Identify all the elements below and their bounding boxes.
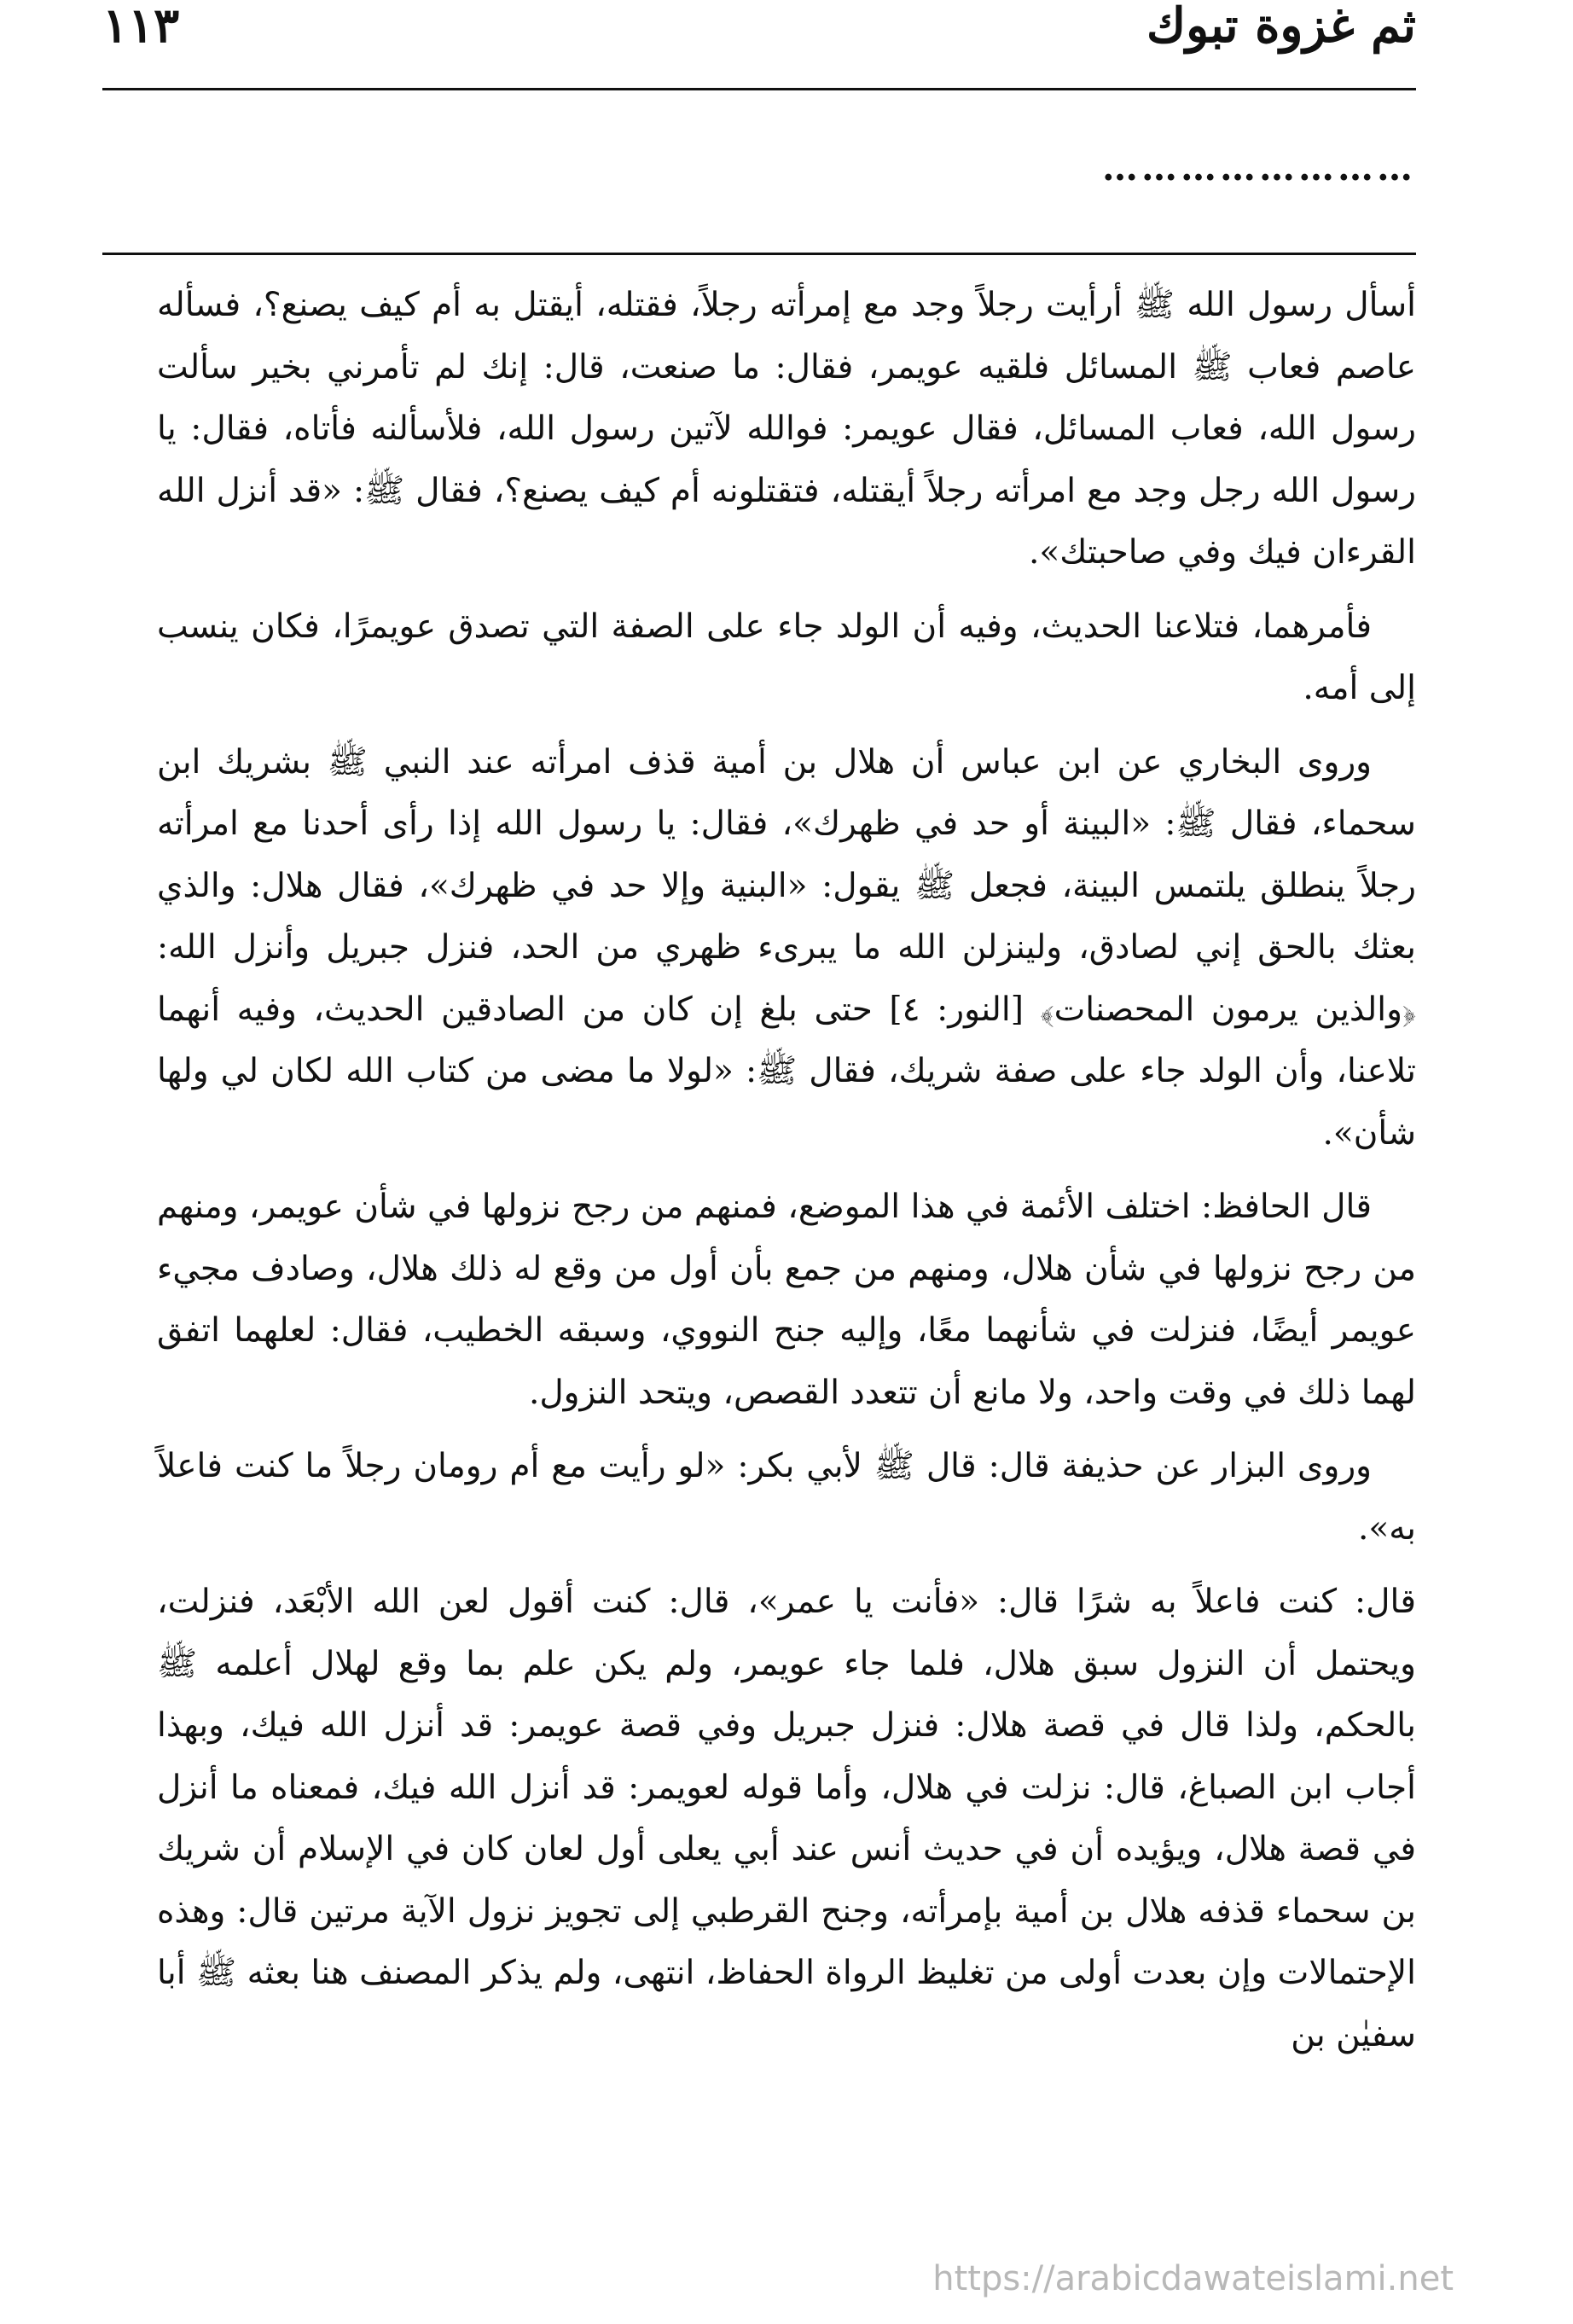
header-rule bbox=[102, 88, 1416, 90]
paragraph-3: وروى البخاري عن ابن عباس أن هلال بن أمية قذف امرأته عند النبي ﷺ بشريك ابن سحماء، فقال ﷺ: «البينة أو حد في ظهرك»، فقال: يا رسول الله إذا رأى أحدنا مع امرأته رجلاً ينطلق يلتمس البينة، فجعل ﷺ يقول: «البنية وإلا حد في ظهرك»، فقال هلال: والذي بعثك بالحق إني لصادق، ولينزلن الله ما يبرىء ظهري من الحد، فنزل جبريل وأنزل الله: ﴿والذين يرمون المحصنات﴾ [النور: ٤] حتى بلغ إن كان من الصادقين الحديث، وفيه أنهما تلاعنا، وأن الولد جاء على صفة شريك، فقال ﷺ: «لولا ما مضى من كتاب الله لكان لي ولها شأن». bbox=[157, 742, 1416, 1153]
paragraph-1: أسأل رسول الله ﷺ أرأيت رجلاً وجد مع إمرأته رجلاً، فقتله، أيقتل به أم كيف يصنع؟، فسأله عاصم فعاب ﷺ المسائل فلقيه عويمر، فقال: ما صنعت، قال: إنك لم تأمرني بخير سألت رسول الله، فعاب المسائل، فقال عويمر: فوالله لآتين رسول الله، فلأسألنه فأتاه، فقال: يا رسول الله رجل وجد مع امرأته رجلاً أيقتله، فتقتلونه أم كيف يصنع؟، فقال ﷺ: «قد أنزل الله القرءان فيك وفي صاحبتك». bbox=[157, 286, 1416, 572]
omission-dots: …………………… bbox=[1102, 147, 1416, 189]
watermark-url: https://arabicdawateislami.net bbox=[932, 2259, 1454, 2298]
section-rule bbox=[102, 253, 1416, 255]
paragraph-2: فأمرهما، فتلاعنا الحديث، وفيه أن الولد جاء على الصفة التي تصدق عويمرًا، فكان ينسب إلى أمه. bbox=[157, 607, 1416, 707]
body-text bbox=[157, 275, 1416, 2078]
paragraph-4: قال الحافظ: اختلف الأئمة في هذا الموضع، فمنهم من رجح نزولها في شأن عويمر، ومنهم من رجح نزولها في شأن هلال، ومنهم من جمع بأن أول من وقع له ذلك هلال، وصادف مجيء عويمر أيضًا، فنزلت في شأنهما معًا، وإليه جنح النووي، وسبقه الخطيب، فقال: لعلهما اتفق لهما ذلك في وقت واحد، ولا مانع أن تتعدد القصص، ويتحد النزول. bbox=[157, 1188, 1416, 1412]
running-header bbox=[102, 0, 1416, 68]
paragraph-6: قال: كنت فاعلاً به شرًا قال: «فأنت يا عمر»، قال: كنت أقول لعن الله الأبْعَد، فنزلت، ويحتمل أن النزول سبق هلال، فلما جاء عويمر، ولم يكن علم بما وقع لهلال أعلمه ﷺ بالحكم، ولذا قال في قصة هلال: فنزل جبريل وفي قصة عويمر: قد أنزل الله فيك، وبهذا أجاب ابن الصباغ، قال: نزلت في هلال، وأما قوله لعويمر: قد أنزل الله فيك، فمعناه ما أنزل في قصة هلال، ويؤيده أن في حديث أنس عند أبي يعلى أول لعان كان في الإسلام أن شريك بن سحماء قذفه هلال بن أمية بإمرأته، وجنح القرطبي إلى تجويز نزول الآية مرتين قال: وهذه الإحتمالات وإن بعدت أولى من تغليظ الرواة الحفاظ، انتهى، ولم يذكر المصنف هنا بعثه ﷺ أبا سفيٰن بن bbox=[157, 1583, 1416, 2054]
paragraph-5: وروى البزار عن حذيفة قال: قال ﷺ لأبي بكر: «لو رأيت مع أم رومان رجلاً ما كنت فاعلاً به». bbox=[157, 1447, 1416, 1548]
header-title: ثم غزوة تبوك bbox=[1146, 0, 1416, 54]
page-number: ١١٣ bbox=[102, 0, 180, 54]
